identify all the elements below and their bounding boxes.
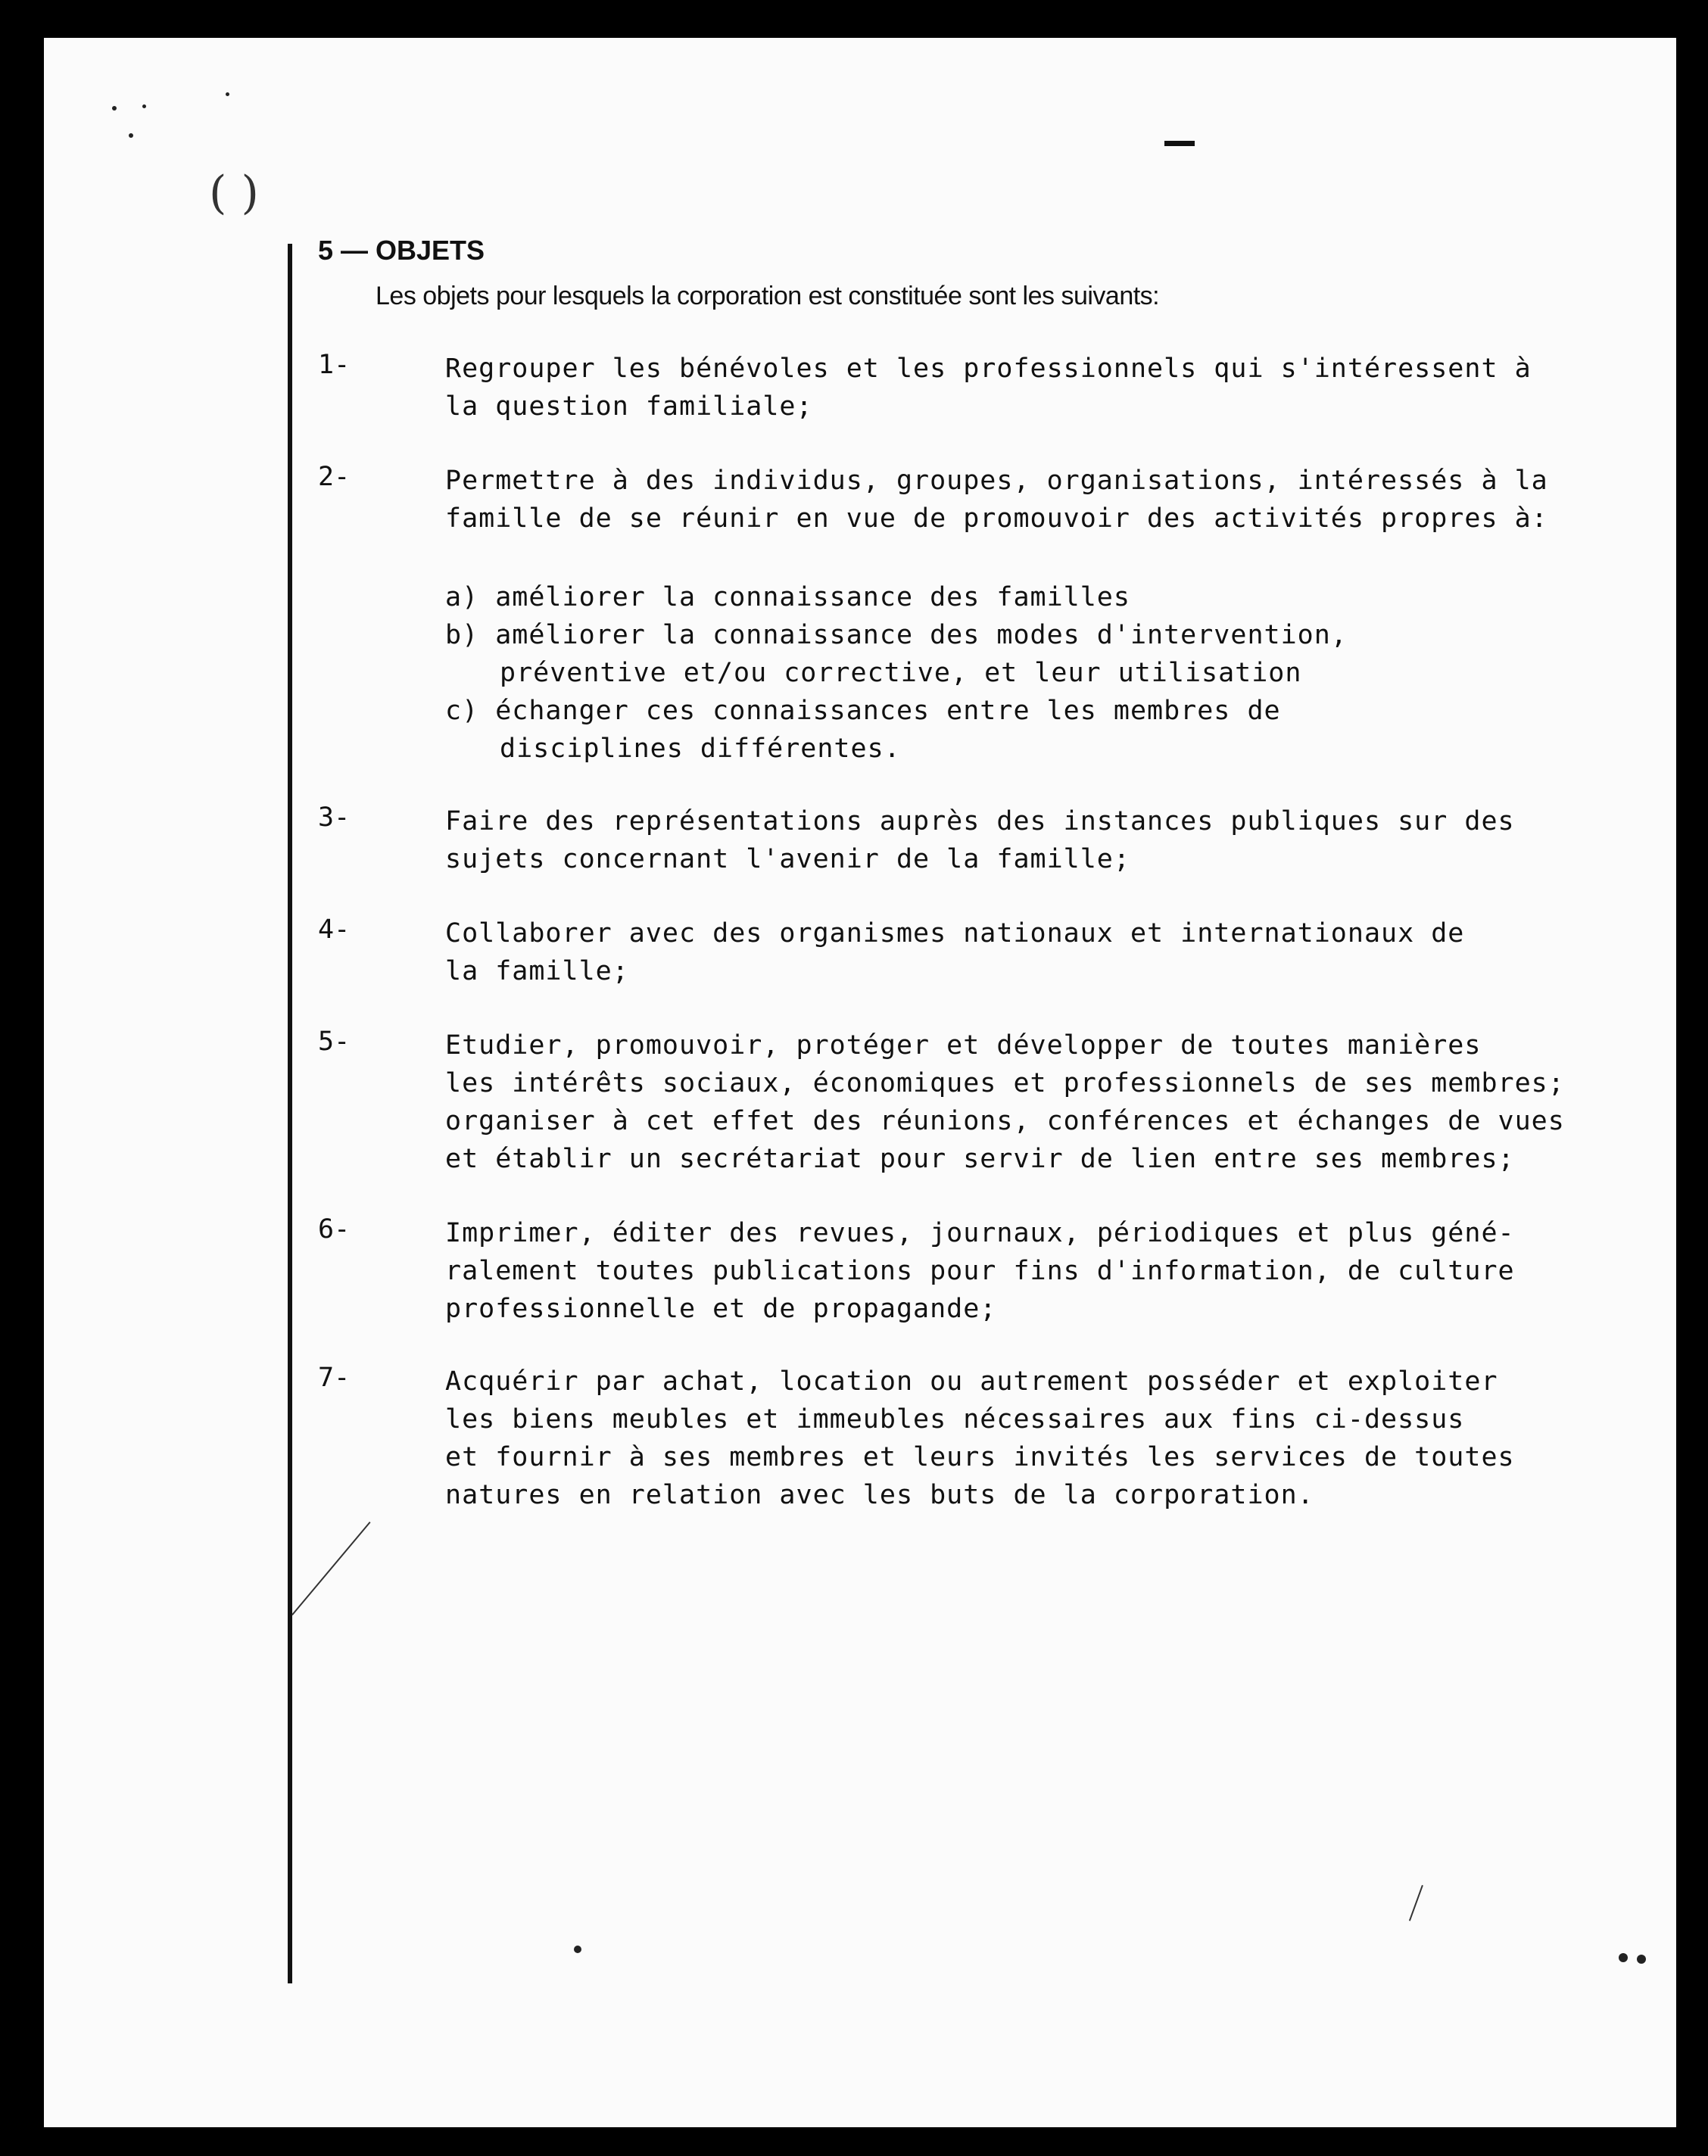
speck [226,92,229,96]
item-number: 2- [318,462,351,492]
item-line: les biens meubles et immeubles nécessaires aux fins ci-dessus [445,1404,1465,1435]
item-line: la question familiale; [445,391,813,422]
item-line: Acquérir par achat, location ou autrement posséder et exploiter [445,1366,1498,1397]
item-line: Etudier, promouvoir, protéger et développer de toutes manières [445,1030,1482,1061]
dash-mark [1164,141,1195,146]
item-line: la famille; [445,956,629,986]
item-number: 4- [318,914,351,945]
sub-item-line: disciplines différentes. [500,734,901,764]
intro-text: Les objets pour lesquels la corporation est constituée sont les suivants: [376,282,1160,310]
speck [112,106,117,111]
item-number: 1- [318,350,351,380]
speck [142,104,146,108]
item-line: sujets concernant l'avenir de la famille; [445,844,1130,874]
document-page [44,38,1676,2127]
item-line: Permettre à des individus, groupes, organisations, intéressés à la [445,466,1548,496]
item-line: natures en relation avec les buts de la corporation. [445,1480,1314,1510]
sub-list [445,578,1505,768]
speck [1619,1953,1628,1962]
item-line: Collaborer avec des organismes nationaux et internationaux de [445,918,1465,949]
item-line: famille de se réunir en vue de promouvoir des activités propres à: [445,503,1548,534]
sub-item-line: b) améliorer la connaissance des modes d'intervention, [445,620,1348,650]
sub-item-line: a) améliorer la connaissance des familles [445,582,1130,612]
scratch [1409,1885,1423,1921]
margin-rule [288,244,292,1983]
item-line: Regrouper les bénévoles et les professionnels qui s'intéressent à [445,354,1532,384]
speck [574,1946,581,1953]
sub-item-line: préventive et/ou corrective, et leur utilisation [500,658,1302,688]
item-line: professionnelle et de propagande; [445,1294,997,1324]
scratch [291,1522,370,1615]
speck [1637,1955,1646,1964]
margin-parenthesis-mark: ( ) [209,167,259,220]
item-line: les intérêts sociaux, économiques et professionnels de ses membres; [445,1068,1565,1098]
item-number: 6- [318,1214,351,1245]
item-number: 3- [318,802,351,833]
item-number: 7- [318,1363,351,1393]
item-line: ralement toutes publications pour fins d'information, de culture [445,1256,1515,1286]
speck [129,133,133,138]
item-line: et établir un secrétariat pour servir de lien entre ses membres; [445,1144,1515,1174]
item-number: 5- [318,1027,351,1057]
item-line: Imprimer, éditer des revues, journaux, périodiques et plus géné- [445,1218,1515,1248]
item-line: organiser à cet effet des réunions, conférences et échanges de vues [445,1106,1565,1136]
sub-item-line: c) échanger ces connaissances entre les membres de [445,696,1281,726]
item-line: Faire des représentations auprès des instances publiques sur des [445,806,1515,837]
section-heading: 5 — OBJETS [318,235,485,266]
item-line: et fournir à ses membres et leurs invités les services de toutes [445,1442,1515,1472]
